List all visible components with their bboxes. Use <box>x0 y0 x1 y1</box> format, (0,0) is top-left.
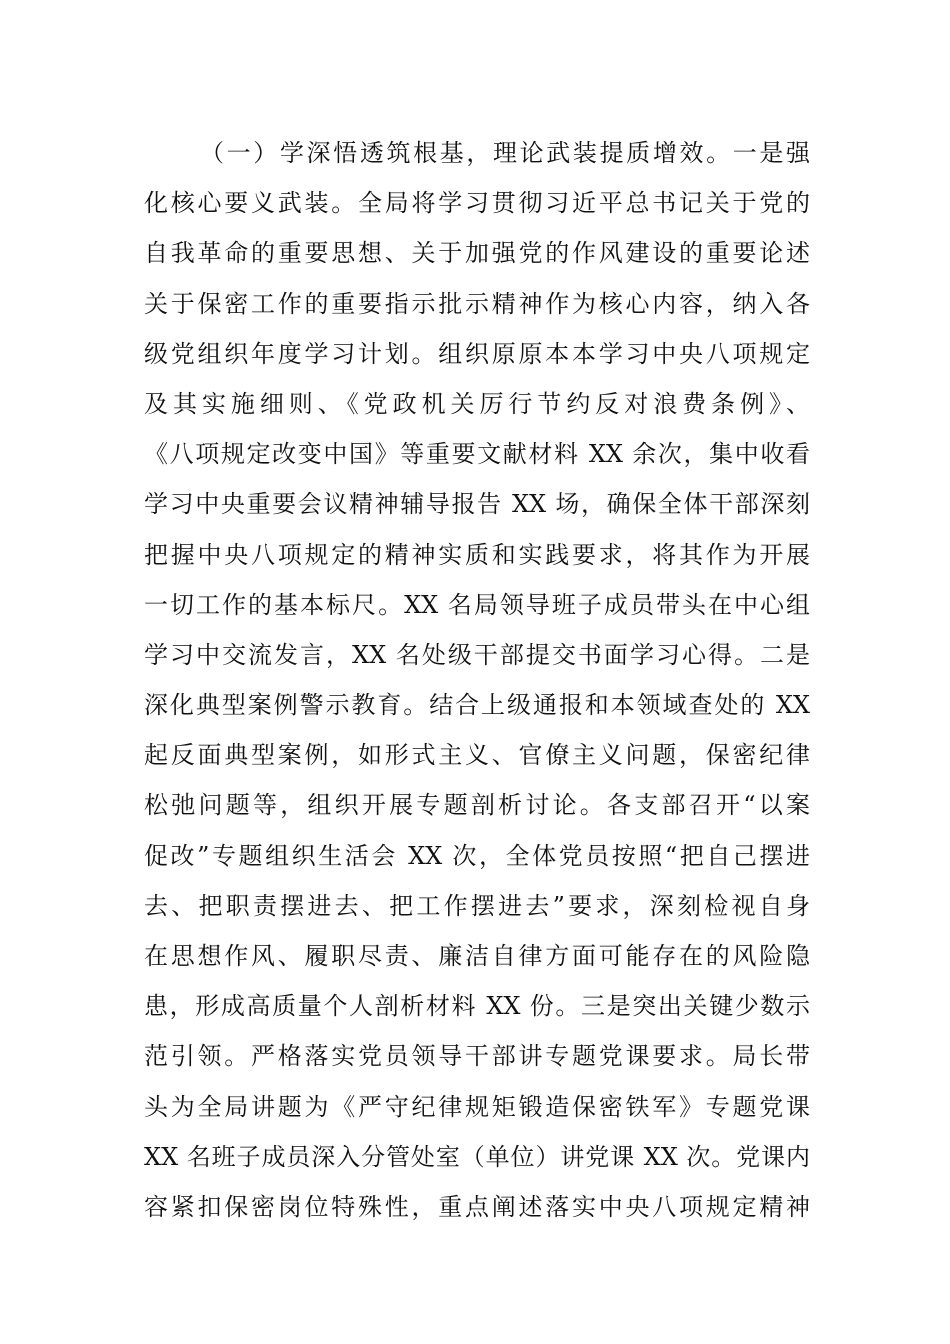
text-line: 化核心要义武装。全局将学习贯彻习近平总书记关于党的 <box>144 189 810 218</box>
text-line: 自我革命的重要思想、关于加强党的作风建设的重要论述 <box>144 239 810 268</box>
text-line: 松弛问题等，组织开展专题剖析讨论。各支部召开“以案 <box>144 791 810 820</box>
text-line: 去、把职责摆进去、把工作摆进去”要求，深刻检视自身 <box>144 891 810 920</box>
text-line: XX 名班子成员深入分管处室（单位）讲党课 XX 次。党课内 <box>144 1142 810 1171</box>
text-line: 及其实施细则、《党政机关厉行节约反对浪费条例》、 <box>144 389 810 418</box>
text-line: 在思想作风、履职尽责、廉洁自律方面可能存在的风险隐 <box>144 942 810 970</box>
body-paragraph <box>144 128 810 1232</box>
text-line: 范引领。严格落实党员领导干部讲专题党课要求。局长带 <box>144 1042 810 1071</box>
text-line: （一）学深悟透筑根基，理论武装提质增效。一是强 <box>200 139 810 167</box>
text-line: 容紧扣保密岗位特殊性，重点阐述落实中央八项规定精神 <box>144 1192 810 1221</box>
text-line: 头为全局讲题为《严守纪律规矩锻造保密铁军》专题党课 <box>144 1092 810 1121</box>
text-line: 一切工作的基本标尺。XX 名局领导班子成员带头在中心组 <box>144 590 810 619</box>
text-line: 《八项规定改变中国》等重要文献材料 XX 余次，集中收看 <box>144 440 810 469</box>
text-line: 起反面典型案例，如形式主义、官僚主义问题，保密纪律 <box>144 741 810 770</box>
text-line: 学习中央重要会议精神辅导报告 XX 场，确保全体干部深刻 <box>144 490 810 519</box>
text-line: 深化典型案例警示教育。结合上级通报和本领域查处的 XX <box>144 691 810 720</box>
text-line: 关于保密工作的重要指示批示精神作为核心内容，纳入各 <box>144 289 810 318</box>
text-line: 学习中交流发言，XX 名处级干部提交书面学习心得。二是 <box>144 640 810 669</box>
text-line: 把握中央八项规定的精神实质和实践要求，将其作为开展 <box>144 540 810 569</box>
text-line: 患，形成高质量个人剖析材料 XX 份。三是突出关键少数示 <box>144 992 810 1021</box>
text-line: 促改”专题组织生活会 XX 次，全体党员按照“把自己摆进 <box>144 841 810 870</box>
text-line: 级党组织年度学习计划。组织原原本本学习中央八项规定 <box>144 339 810 368</box>
